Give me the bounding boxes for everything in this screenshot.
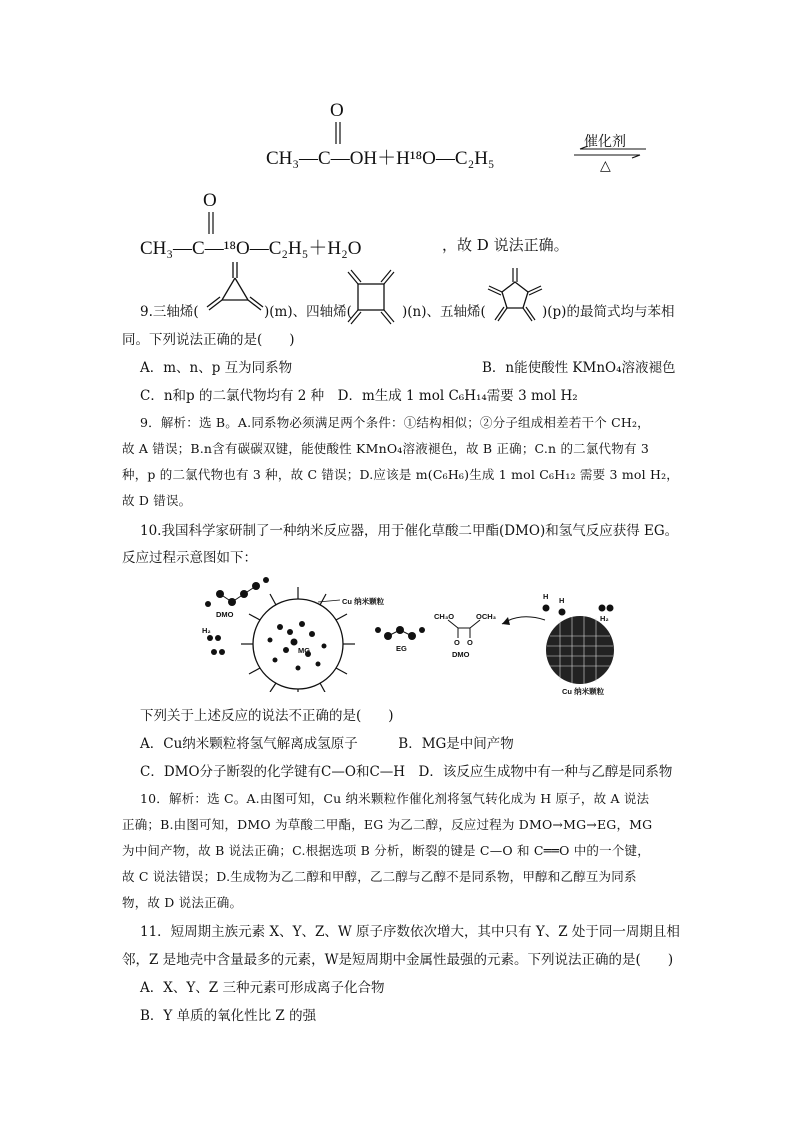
esterification-reactants: CH₃—C—OH＋H¹⁸O—C₂H₅ [266, 148, 495, 169]
q10-options-cd: C．DMO分子断裂的化学键有C—O和C—H D．该反应生成物中有一种与乙醇是同系物 [140, 764, 673, 780]
catalyst-label: 催化剂 [584, 134, 626, 150]
q9-stem-prefix: 9.三轴烯( [140, 304, 199, 320]
q10-explanation-3: 为中间产物，故 B 说法正确；C.根据选项 B 分析，断裂的键是 C—O 和 C══O 中的一个键， [122, 843, 650, 858]
carbonyl-oxygen-2: O [203, 190, 217, 211]
q11-stem-2: 邻，Z 是地壳中含量最多的元素，W是短周期中金属性最强的元素。下列说法正确的是( ) [122, 952, 674, 968]
q11-option-b: B．Y 单质的氧化性比 Z 的强 [140, 1008, 317, 1024]
reaction-process-figure [190, 572, 620, 696]
dmo-label-2: DMO [452, 650, 470, 659]
q11-option-a: A．X、Y、Z 三种元素可形成离子化合物 [140, 980, 385, 996]
q9-n-label: )(n)、五轴烯( [402, 304, 486, 320]
mg-label: MG [298, 646, 311, 655]
tetraxialene-structure-icon [342, 268, 404, 326]
o-right-label: O [467, 638, 473, 647]
dmo-label-1: DMO [216, 610, 234, 619]
h2-label-1: H₂ [202, 626, 211, 635]
triaxialene-structure-icon [206, 262, 264, 322]
conclusion-text: ，故 D 说法正确。 [442, 236, 569, 254]
carbonyl-double-bond-1 [335, 122, 341, 144]
heating-symbol: △ [600, 158, 611, 174]
q10-stem-3: 下列关于上述反应的说法不正确的是( ) [140, 708, 394, 724]
cu-label-reactor: Cu 纳米颗粒 [342, 597, 385, 606]
q9-explanation-4: 故 D 错误。 [122, 493, 192, 508]
q9-p-label: )(p)的最简式均与苯相 [542, 304, 675, 320]
q10-explanation-4: 故 C 说法错误；D.生成物为乙二醇和甲醇，乙二醇与乙醇不是同系物，甲醇和乙醇互为同系 [122, 869, 637, 884]
q9-option-b: B．n能使酸性 KMnO₄溶液褪色 [482, 360, 676, 376]
pentaxialene-structure-icon [486, 264, 544, 326]
ch3o-label: CH₃O [434, 612, 455, 621]
h-label-b: H [559, 596, 565, 605]
o-left-label: O [454, 638, 460, 647]
carbonyl-double-bond-2 [208, 212, 214, 234]
h-label-a: H [543, 592, 549, 601]
q9-option-cd: C．n和p 的二氯代物均有 2 种 D．m生成 1 mol C₆H₁₄需要 3 mol H₂ [140, 388, 578, 404]
q10-options-ab: A．Cu纳米颗粒将氢气解离成氢原子 B．MG是中间产物 [140, 736, 514, 752]
h2-label-2: H₂ [600, 614, 609, 623]
q9-option-a: A．m、n、p 互为同系物 [140, 360, 293, 376]
cu-label-particle: Cu 纳米颗粒 [562, 687, 605, 696]
q9-m-label: )(m)、四轴烯( [264, 304, 352, 320]
q10-stem-2: 反应过程示意图如下： [122, 550, 257, 566]
och3-label: OCH₃ [476, 612, 497, 621]
q9-explanation-1: 9．解析：选 B。A.同系物必须满足两个条件：①结构相似；②分子组成相差若干个 CH₂， [140, 415, 650, 430]
q9-explanation-2: 故 A 错误；B.n含有碳碳双键，能使酸性 KMnO₄溶液褪色，故 B 正确；C.n 的二氯代物有 3 [122, 441, 649, 456]
nano-reactor-diagram [190, 572, 620, 692]
carbonyl-oxygen-1: O [330, 100, 344, 121]
eg-label: EG [396, 644, 407, 653]
q10-stem-1: 10.我国科学家研制了一种纳米反应器，用于催化草酸二甲酯(DMO)和氢气反应获得 EG。 [140, 523, 679, 539]
q10-explanation-1: 10．解析：选 C。A.由图可知，Cu 纳米颗粒作催化剂将氢气转化成为 H 原子，故 A 说法 [140, 791, 650, 806]
esterification-products: CH₃—C—¹⁸O—C₂H₅＋H₂O [140, 238, 362, 259]
q9-explanation-3: 种，p 的二氯代物也有 3 种，故 C 错误；D.应该是 m(C₆H₆)生成 1 mol C₆H₁₂ 需要 3 mol H₂， [122, 467, 679, 482]
q9-stem-suffix: 同。下列说法正确的是( ) [122, 332, 295, 348]
q10-explanation-2: 正确；B.由图可知，DMO 为草酸二甲酯，EG 为乙二醇，反应过程为 DMO→MG→EG，MG [122, 817, 653, 832]
q11-stem-1: 11．短周期主族元素 X、Y、Z、W 原子序数依次增大，其中只有 Y、Z 处于同一周期且相 [140, 924, 680, 940]
q10-explanation-5: 物，故 D 说法正确。 [122, 895, 243, 910]
